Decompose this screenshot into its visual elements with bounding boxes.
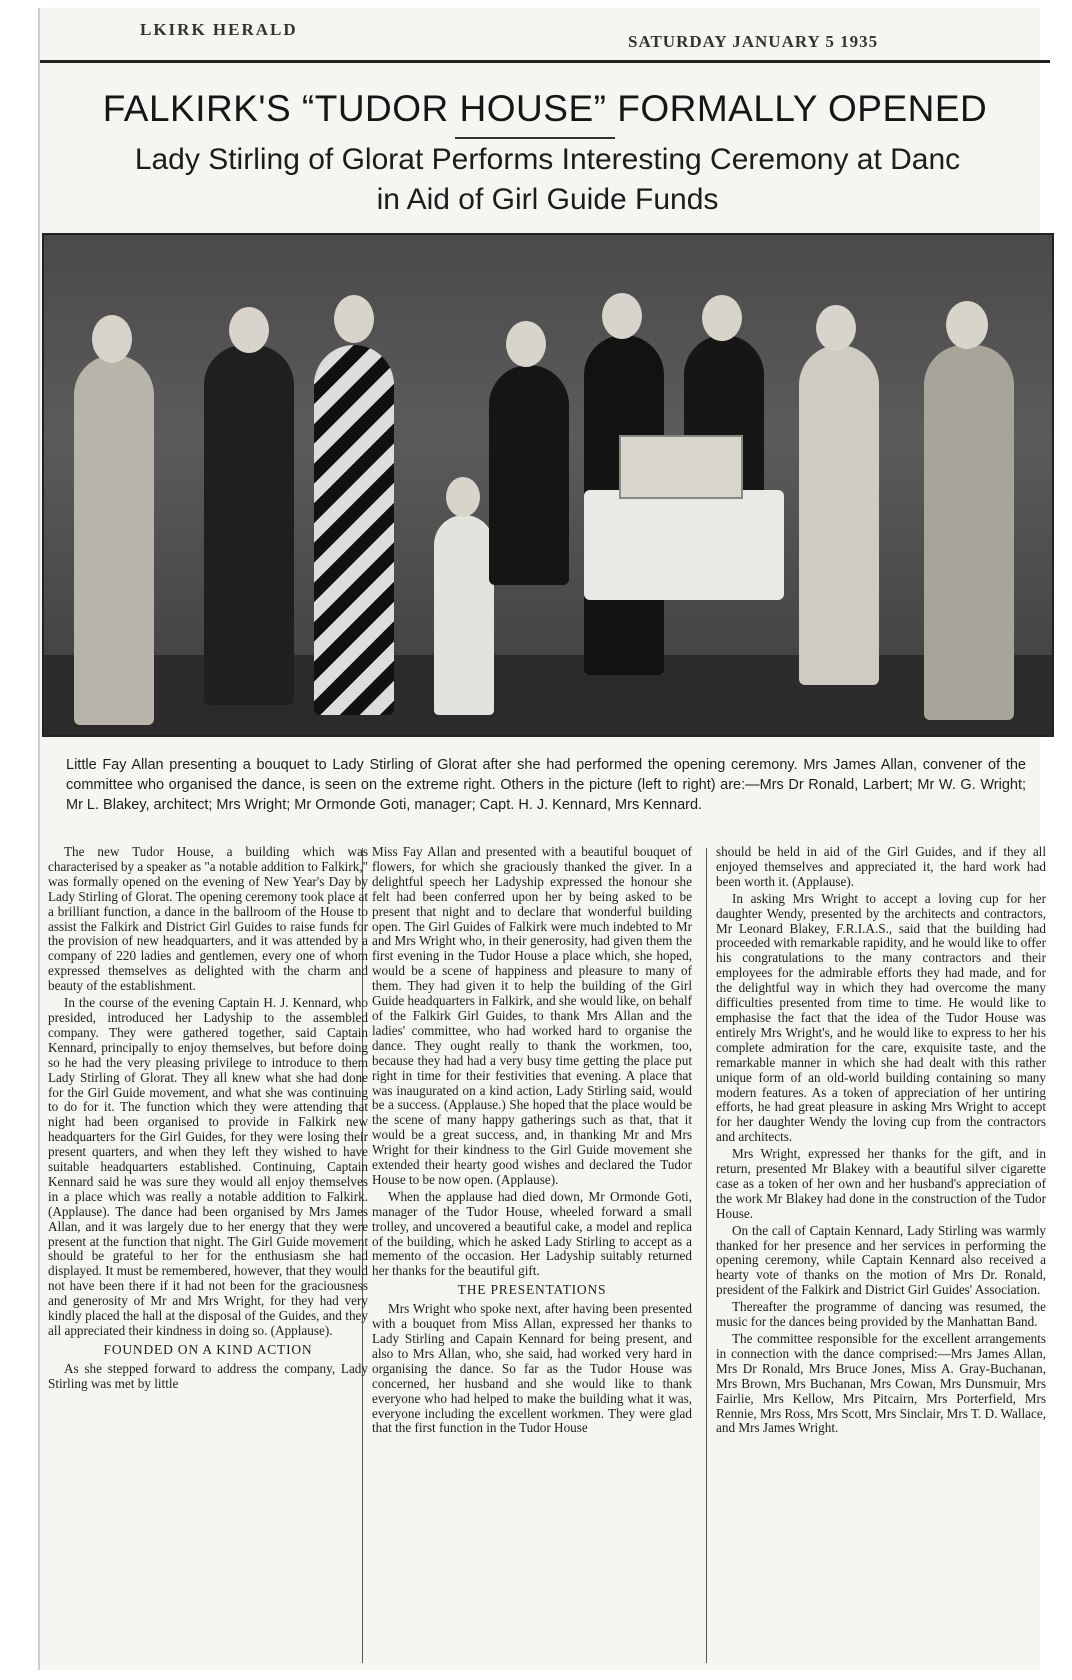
person-head xyxy=(702,295,742,341)
group-photograph xyxy=(42,233,1054,737)
paragraph: Miss Fay Allan and presented with a beautiful bouquet of flowers, for which she graciously thanked the giver. In a delightful speech her Ladyship expressed the honour she felt had been conferred upon her by being asked to be present that night and to declare that wonderful building open. The Girl Guides of Falkirk were much indebted to Mr and Mrs Wright who, in their generosity, had given them the first evening in the Tudor House a place which, she hoped, would be a scene of happiness and pleasure to many of them. They had given it to help the building of the Girl Guide headquarters in Falkirk, and she would like, on behalf of the Falkirk Girl Guides, to thank Mrs Allan and the ladies' committee, who had worked hard to organise the dance. They ought really to thank the workmen, too, because they had had a very busy time getting the place put right in time for their festivities that evening. A place that was inaugurated on a kind action, Lady Stirling said, would be a success. (Applause.) She hoped that the place would be the scene of many happy gatherings such as that, that it would be a great success, and, in thanking Mr and Mrs Wright for their kindness to the Girl Guide movement she extended their hearty good wishes and declared the Tudor House to be now open. (Applause). xyxy=(372,845,692,1187)
masthead-paper: LKIRK HERALD xyxy=(140,20,298,39)
headline-divider xyxy=(455,137,615,139)
subhead xyxy=(30,140,1065,220)
article-column-2 xyxy=(372,845,692,1667)
subhead-line-2: in Aid of Girl Guide Funds xyxy=(376,183,719,216)
paragraph: In the course of the evening Captain H. J. Kennard, who presided, introduced her Ladyship to the assembled company. They were gathered together, said Captain Kennard, principally to enjoy themselves, but before doing so he had the very pleasing privilege to introduce to them Lady Stirling of Glorat. They all knew what she had done for the Girl Guide movement, and what she was continuing to do for it. The function which they were attending that night had been organised to provide in Falkirk new headquarters for the Girl Guides, for they were losing their present quarters, and when they left they wished to have suitable headquarters established. Continuing, Captain Kennard said he was sure they would all enjoy themselves in a place which was really a notable addition to Falkirk. (Applause). The dance had been organised by Mrs James Allan, and it was largely due to her energy that they were present at the function that night. The Girl Guide movement should be grateful to her for the enthusiasm she had displayed. It must be remembered, however, that they would not have been there if it had not been for the graciousness and generosity of Mr and Mrs Wright, for they had very kindly placed the hall at the disposal of the Guides, and they all appreciated their kindness in doing so. (Applause). xyxy=(48,995,368,1338)
person-figure xyxy=(74,355,154,725)
person-head xyxy=(229,307,269,353)
paragraph: The committee responsible for the excellent arrangements in connection with the dance comprised:—Mrs James Allan, Mrs Dr Ronald, Mrs Bruce Jones, Miss A. Gray-Buchanan, Mrs Brown, Mrs Buchanan, Mrs Cowan, Mrs Dunsmuir, Mrs Fairlie, Mrs Kellow, Mrs Pitcairn, Mrs Porterfield, Mrs Rennie, Mrs Ross, Mrs Scott, Mrs Sinclair, Mrs T. D. Wallace, and Mrs James Wright. xyxy=(716,1331,1046,1436)
person-figure xyxy=(314,345,394,715)
paragraph: Mrs Wright, expressed her thanks for the gift, and in return, presented Mr Blakey with a beautiful silver cigarette case as a token of her own and her husband's appreciation of the work Mr Blakey had done in the construction of the Tudor House. xyxy=(716,1146,1046,1221)
cake-table xyxy=(584,490,784,600)
photo-caption: Little Fay Allan presenting a bouquet to Lady Stirling of Glorat after she had performed the opening ceremony. Mrs James Allan, convener of the committee who organised the dance, is seen on the extreme right. Others in the picture (left to right) are:—Mrs Dr Ronald, Larbert; Mr W. G. Wright; Mr L. Blakey, architect; Mrs Wright; Mr Ormonde Goti, manager; Capt. H. J. Kennard, Mrs Kennard. xyxy=(66,757,1026,813)
section-heading: FOUNDED ON A KIND ACTION xyxy=(103,1341,313,1357)
person-figure xyxy=(489,365,569,585)
subhead-line-1: Lady Stirling of Glorat Performs Interesting Ceremony at Danc xyxy=(134,143,961,176)
masthead-rule xyxy=(40,60,1050,63)
column-rule xyxy=(706,848,707,1663)
paragraph: When the applause had died down, Mr Ormonde Goti, manager of the Tudor House, wheeled forward a small trolley, and uncovered a beautiful cake, a model and replica of the building, which he asked Lady Stirling to accept as a memento of the occasion. Her Ladyship suitably returned her thanks for the beautiful gift. xyxy=(372,1188,692,1279)
section-heading: THE PRESENTATIONS xyxy=(457,1282,607,1298)
paragraph: Mrs Wright who spoke next, after having been presented with a bouquet from Miss Allan, expressed her thanks to Lady Stirling and Capain Kennard for being present, and also to Mrs Allan, who, she said, had worked very hard in organising the dance. So far as the Tudor House was concerned, her husband and she would like to thank everyone who had helped to make the building what it was, everyone including the excellent workmen. They were glad that the first function in the Tudor House xyxy=(372,1301,692,1436)
person-figure xyxy=(799,345,879,685)
paragraph: In asking Mrs Wright to accept a loving cup for her daughter Wendy, presented by the architects and contractors, Mr Leonard Blakey, F.R.I.A.S., said that the building had proceeded with remarkable rapidity, and he would like to offer his congratulations to the many contractors and their employees for the admirable efforts they had made, and for the delightful way in which they had overcome the many difficulties presented from time to time. He would like to emphasise the fact that the idea of the Tudor House was entirely Mrs Wright's, and he would like to express to her his complete admiration for the care, exquisite taste, and the remarkable manner in which she had dealt with this rather unique form of an old-world building containing so many modern features. As a token of appreciation of her untiring efforts, he had great pleasure in asking Mrs Wright to accept for her daughter Wendy the loving cup from the contractors and architects. xyxy=(716,890,1046,1145)
paragraph: On the call of Captain Kennard, Lady Stirling was warmly thanked for her presence and her services in performing the opening ceremony, while Captain Kennard also received a hearty vote of thanks on the motion of Mrs Dr. Ronald, president of the Falkirk and District Girl Guides' Association. xyxy=(716,1222,1046,1298)
masthead-date: SATURDAY JANUARY 5 1935 xyxy=(628,32,879,51)
person-figure xyxy=(434,515,494,715)
person-head xyxy=(92,315,132,363)
person-figure xyxy=(924,345,1014,720)
person-head xyxy=(946,301,988,349)
masthead xyxy=(140,20,900,51)
paragraph: should be held in aid of the Girl Guides, and if they all enjoyed themselves and appreciated it, the hard work had been worth it. (Applause). xyxy=(716,845,1046,889)
person-figure xyxy=(204,345,294,705)
person-head xyxy=(816,305,856,351)
paragraph: Thereafter the programme of dancing was resumed, the music for the dances being provided by the Manhattan Band. xyxy=(716,1299,1046,1330)
person-head xyxy=(446,477,480,517)
person-head xyxy=(602,293,642,339)
tudor-house-cake xyxy=(619,435,743,499)
article-column-3 xyxy=(716,845,1046,1667)
headline: FALKIRK'S “TUDOR HOUSE” FORMALLY OPENED xyxy=(102,88,988,129)
paragraph: As she stepped forward to address the company, Lady Stirling was met by little xyxy=(48,1360,368,1391)
person-head xyxy=(334,295,374,343)
person-head xyxy=(506,321,546,367)
photo-floor xyxy=(44,655,1052,735)
paragraph: The new Tudor House, a building which was characterised by a speaker as "a notable addition to Falkirk," was formally opened on the evening of New Year's Day by Lady Stirling of Glorat. The opening ceremony took place at a brilliant function, a dance in the ballroom of the House to assist the Falkirk and District Girl Guides to raise funds for the provision of new headquarters, and it was attended by a company of 220 ladies and gentlemen, every one of whom expressed themselves as delighted with the charm and beauty of the establishment. xyxy=(48,845,368,994)
article-column-1 xyxy=(48,845,368,1667)
